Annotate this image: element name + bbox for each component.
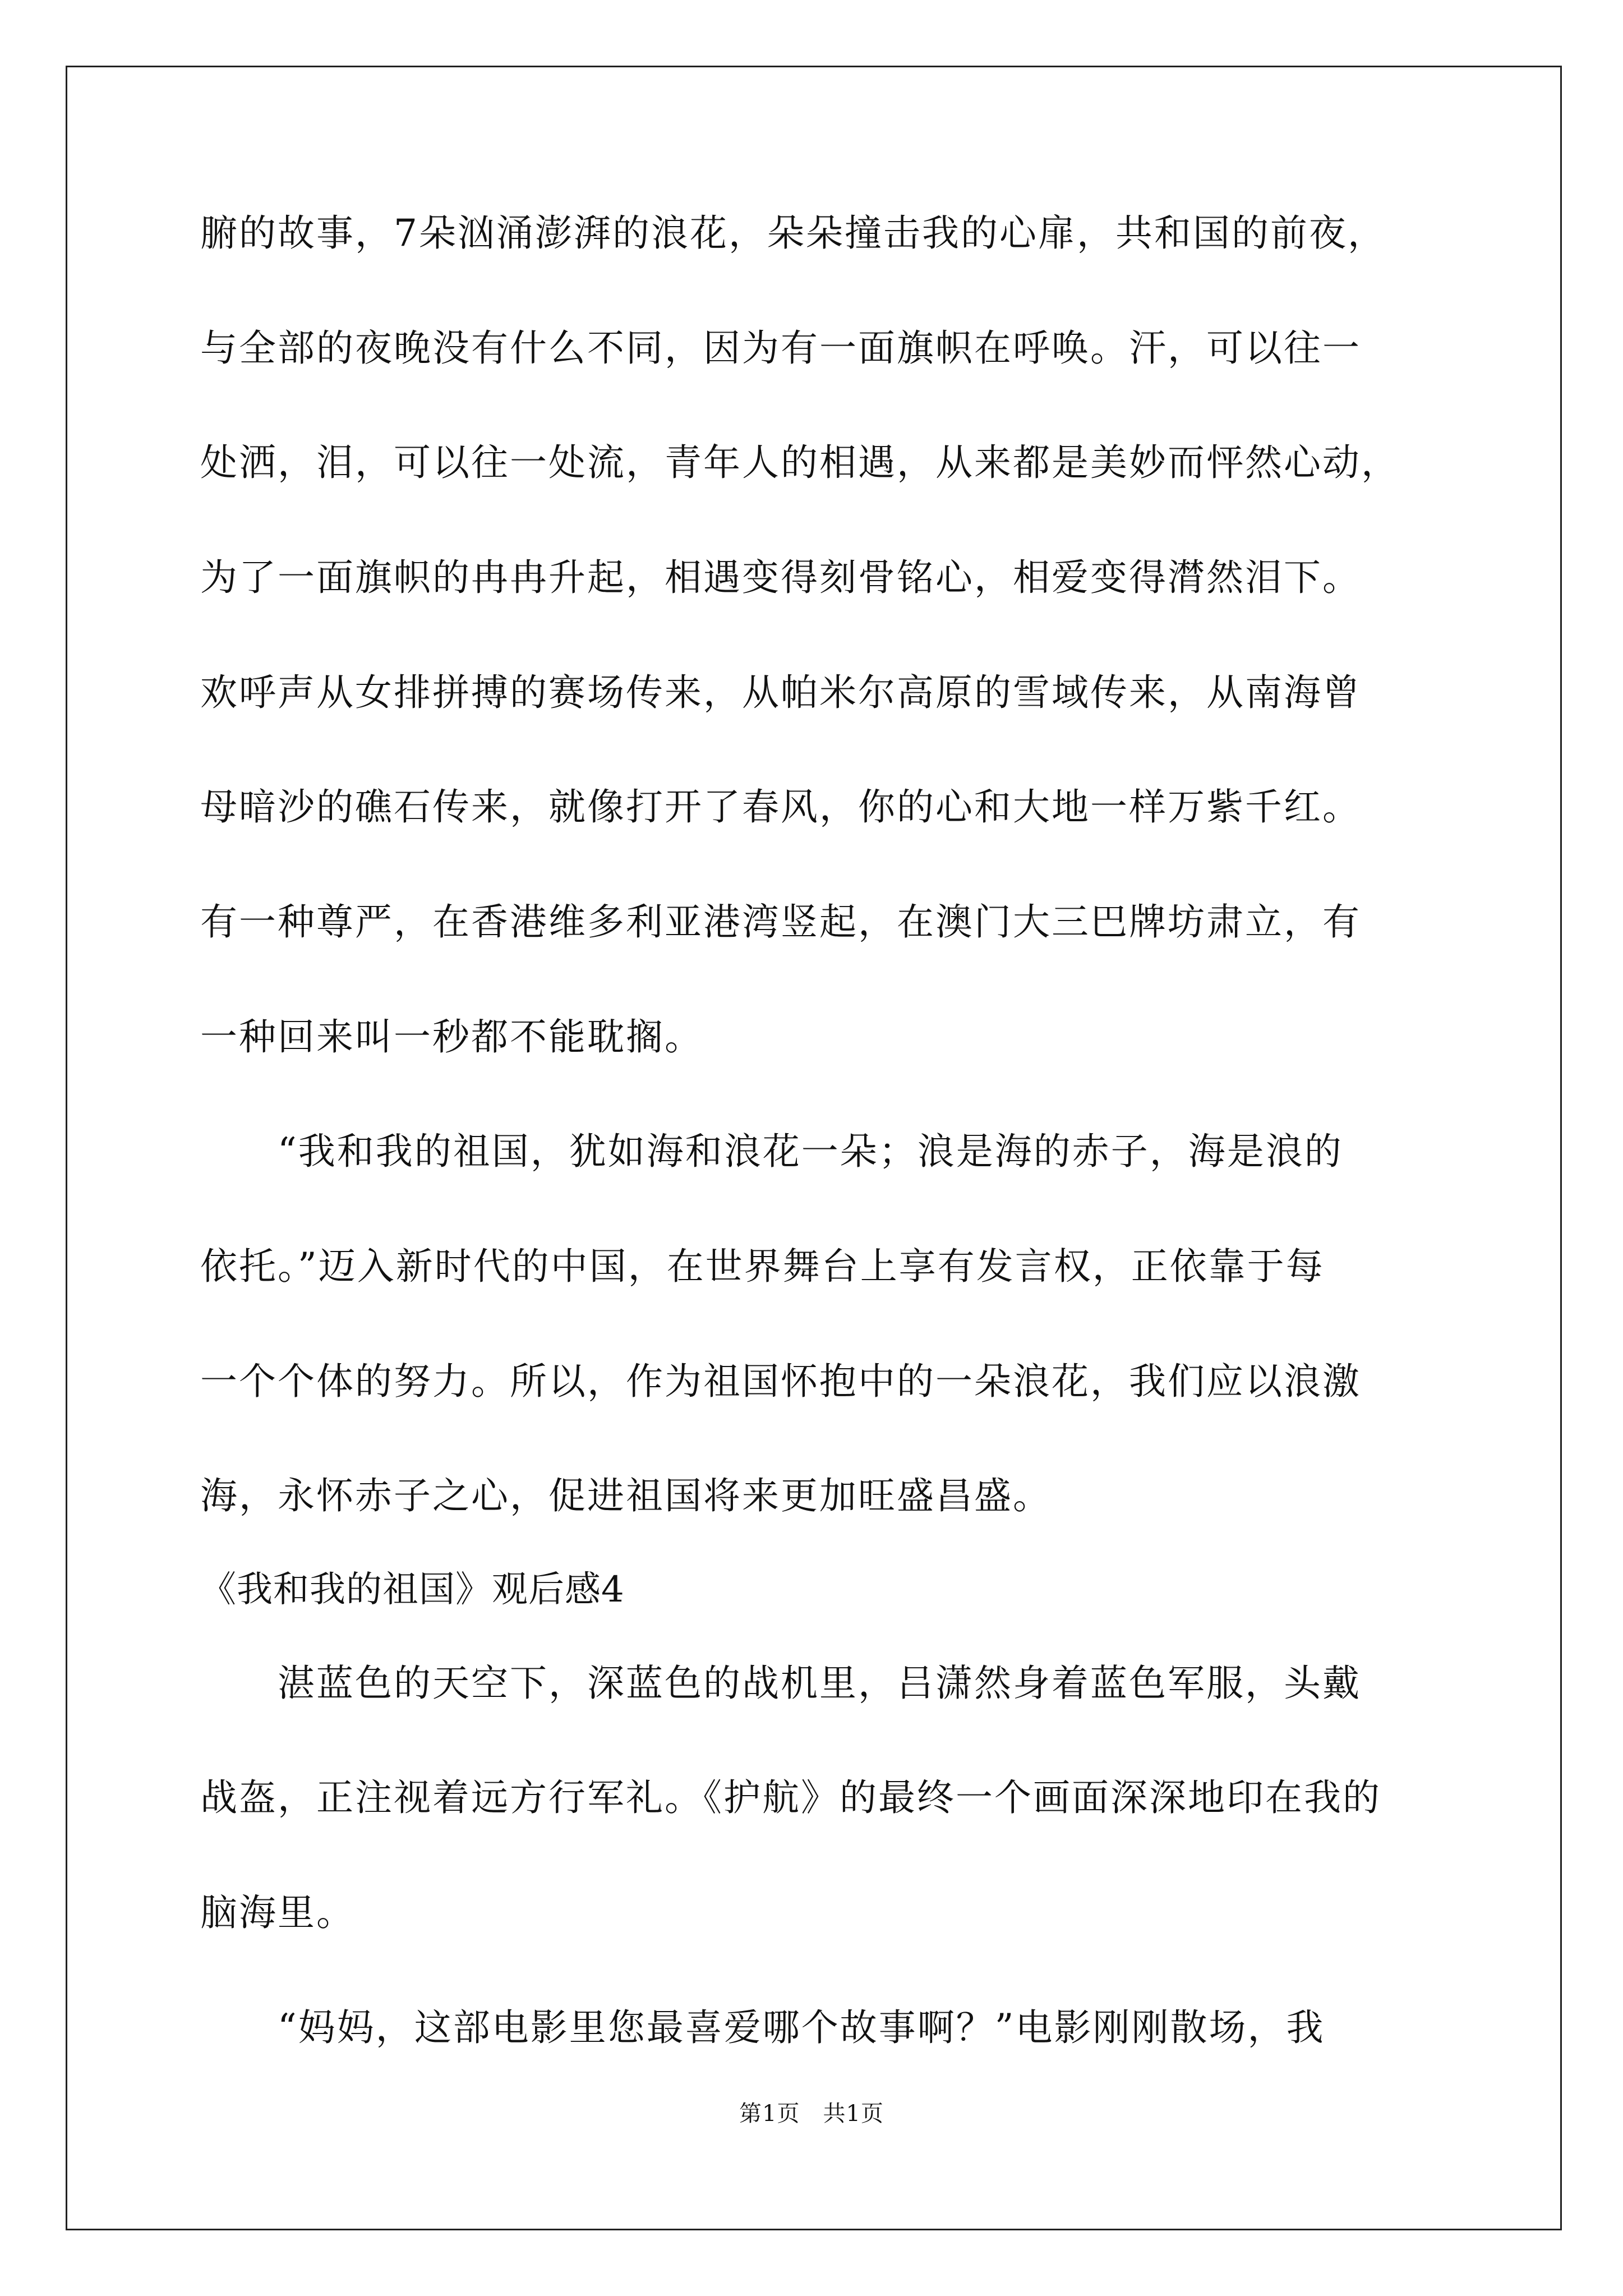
- text-line: 战盔，正注视着远方行军礼。《护航》的最终一个画面深深地印在我的: [200, 1776, 1381, 1819]
- section-title: 《我和我的祖国》观后感4: [200, 1569, 625, 1611]
- text-line: 与全部的夜晚没有什么不同，因为有一面旗帜在呼唤。汗，可以往一: [200, 326, 1361, 370]
- page-number: 第1页 共1页: [739, 2101, 884, 2127]
- text-line: 脑海里。: [200, 1891, 355, 1934]
- text-line: 处洒，泪，可以往一处流，青年人的相遇，从来都是美妙而怦然心动，: [200, 441, 1400, 484]
- text-line: 一个个体的努力。所以，作为祖国怀抱中的一朵浪花，我们应以浪激: [200, 1360, 1361, 1403]
- text-line: 腑的故事，7朵汹涌澎湃的浪花，朵朵撞击我的心扉，共和国的前夜，: [200, 211, 1386, 255]
- text-line: 为了一面旗帜的冉冉升起，相遇变得刻骨铭心，相爱变得潸然泪下。: [200, 556, 1361, 599]
- text-line: 母暗沙的礁石传来，就像打开了春风，你的心和大地一样万紫千红。: [200, 785, 1361, 829]
- text-line: 海，永怀赤子之心，促进祖国将来更加旺盛昌盛。: [200, 1474, 1052, 1517]
- text-line: “我和我的祖国，犹如海和浪花一朵；浪是海的赤子，海是浪的: [200, 1130, 1343, 1173]
- text-line: 依托。”迈入新时代的中国，在世界舞台上享有发言权，正依靠于每: [200, 1245, 1325, 1288]
- text-line: 欢呼声从女排拼搏的赛场传来，从帕米尔高原的雪域传来，从南海曾: [200, 671, 1361, 714]
- text-line: “妈妈，这部电影里您最喜爱哪个故事啊？”电影刚刚散场，我: [200, 2006, 1325, 2049]
- text-line: 湛蓝色的天空下，深蓝色的战机里，吕潇然身着蓝色军服，头戴: [200, 1662, 1361, 1705]
- text-line: 有一种尊严，在香港维多利亚港湾竖起，在澳门大三巴牌坊肃立，有: [200, 900, 1361, 944]
- text-line: 一种回来叫一秒都不能耽搁。: [200, 1015, 703, 1059]
